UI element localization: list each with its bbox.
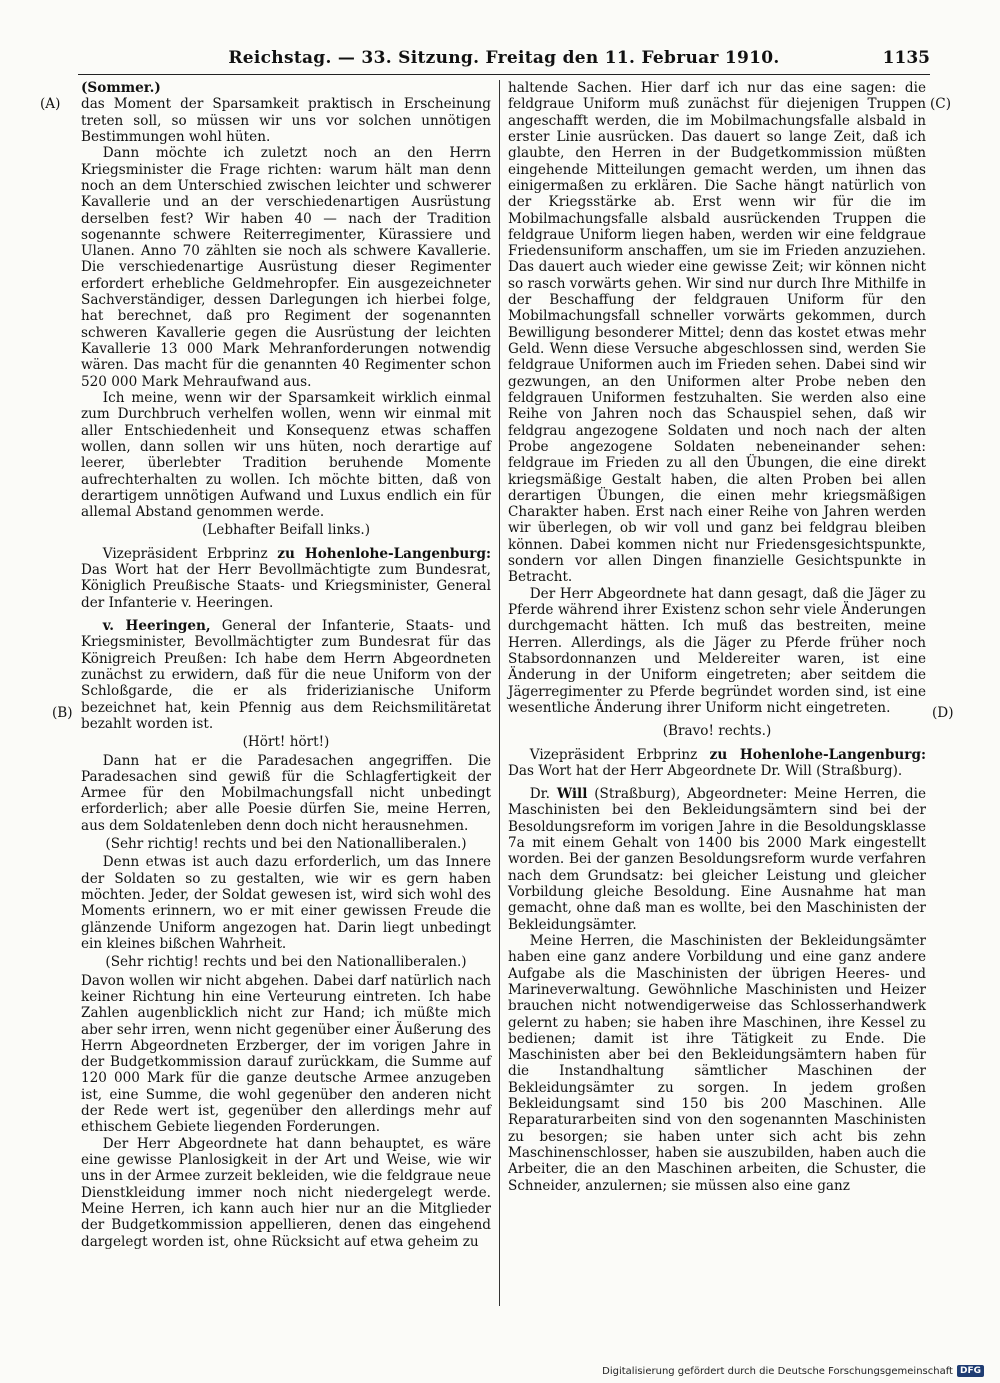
footer-text: Digitalisierung gefördert durch die Deutsche Forschungsgemeinschaft <box>602 1365 953 1377</box>
reaction: (Sehr richtig! rechts und bei den Nationalliberalen.) <box>105 954 467 971</box>
speaker-tag: (Sommer.) <box>81 80 161 96</box>
reaction: (Hört! hört!) <box>242 734 330 751</box>
reaction: (Sehr richtig! rechts und bei den Nationalliberalen.) <box>105 836 467 853</box>
column-divider <box>499 80 500 1306</box>
paragraph: Denn etwas ist auch dazu erforderlich, um das Innere der Soldaten so zu gestalten, wie wir es gern haben möchten. Jeder, der Soldat gewesen ist, wird sich wohl des Moments erinnern, wo er mit einer gewissen Freude die glänzende Uniform angezogen hat. Darin liegt unbedingt ein kleines bißchen Wahrheit. <box>81 854 491 952</box>
left-column <box>81 80 491 1250</box>
right-column <box>508 80 926 1194</box>
page-header <box>78 48 930 72</box>
vice-president-statement <box>508 747 926 780</box>
paragraph: das Moment der Sparsamkeit praktisch in Erscheinung treten soll, so müssen wir uns vor solchen unnötigen Bestimmungen wohl hüten. <box>81 96 491 145</box>
margin-marker-d: (D) <box>932 705 954 721</box>
running-title: Reichstag. — 33. Sitzung. Freitag den 11. Februar 1910. <box>228 48 780 68</box>
speaker-name: Will <box>556 786 588 803</box>
speaker-title: Vizepräsident Erbprinz <box>102 545 278 562</box>
speaker-name: v. Heeringen, <box>102 618 211 634</box>
statement-text: Das Wort hat der Herr Bevollmächtigte zum Bundesrat, Königlich Preußische Staats- und Kriegsminister, General der Infanterie v. Heeringen. <box>81 562 491 611</box>
speech-start <box>508 786 926 933</box>
speaker-title: Dr. <box>529 786 557 803</box>
paragraph: Davon wollen wir nicht abgehen. Dabei darf natürlich nach keiner Richtung hin eine Verteurung eintreten. Ich habe Zahlen augenblicklich nicht zur Hand; ich müßte mich aber sehr irren, wenn nicht gegenüber einer Äußerung des Herrn Abgeordneten Erzberger, der im vorigen Jahre in der Budgetkommission darauf zurückkam, die Summe auf 120 000 Mark für die ganze deutsche Armee anzugeben ist, eine Summe, die wohl gegenüber den anderen nicht der Rede wert ist, gegenüber den allerdings mehr auf ethischem Gebiete liegenden Forderungen. <box>81 972 491 1136</box>
margin-marker-b: (B) <box>52 705 73 721</box>
margin-marker-a: (A) <box>40 96 61 112</box>
paragraph: Der Herr Abgeordnete hat dann behauptet, es wäre eine gewisse Planlosigkeit in der Art und Weise, wie wir uns in der Armee zurzeit bekleiden, wie die feldgraue neue Dienstkleidung immer noch nicht niedergelegt werde. Meine Herren, ich kann auch hier nur an die Mitglieder der Budgetkommission appellieren, denen das eingehend dargelegt worden ist, ohne Rücksicht auf etwa geheim zu <box>81 1135 491 1250</box>
reaction: (Bravo! rechts.) <box>662 723 772 740</box>
page-number: 1135 <box>882 48 930 68</box>
paragraph: Der Herr Abgeordnete hat dann gesagt, daß die Jäger zu Pferde während ihrer Existenz schon sehr viele Änderungen durchgemacht hätten. Ich muß das bestreiten, meine Herren. Allerdings, als die Jäger zu Pferde früher noch Stabsordonnanzen und Meldereiter waren, ist eine Änderung in der Uniform eingetreten; aber seitdem die Jägerregimenter zu Pferde begründet worden sind, ist eine wesentliche Änderung ihrer Uniform nicht eingetreten. <box>508 585 926 716</box>
reaction: (Lebhafter Beifall links.) <box>201 522 371 539</box>
statement-text: (Straßburg), Abgeordneter: Meine Herren, die Maschinisten bei den Bekleidungsämtern sind bei der Besoldungsreform im vorigen Jahre in die Besoldungsklasse 7a mit einem Gehalt von 1400 bis 2000 Mark eingestellt worden. Bei der ganzen Besoldungsreform wurde verfahren nach dem Grundsatz: bei gleicher Leistung und gleicher Vorbildung gleiche Besoldung. Eine Ausnahme hat man gemacht, ohne daß man es wollte, bei den Maschinisten der Bekleidungsämter. <box>508 786 927 933</box>
paragraph: haltende Sachen. Hier darf ich nur das eine sagen: die feldgraue Uniform muß zunächst für diejenigen Truppen angeschafft werden, die im Mobilmachungsfalle alsbald in erster Linie ausrücken. Das dauert so lange Zeit, daß ich glaubte, den Herren in der Budgetkommission müßten eingehende Mitteilungen gemacht werden, um ihnen das einigermaßen zu erklären. Die Sache hängt natürlich von der Kriegsstärke ab. Erst wenn wir für die im Mobilmachungsfalle alsbald ausrückenden Truppen die feldgraue Uniform liegen haben, werden wir eine feldgraue Friedensuniform anschaffen, um sie im Frieden anzuziehen. Das dauert auch wieder eine gewisse Zeit; wir können nicht so rasch vorwärts gehen. Wir sind nur durch Ihre Mithilfe in der Beschaffung der feldgrauen Uniform für den Mobilmachungsfall schneller vorwärts gekommen, durch Bewilligung besonderer Mittel; denn das kostet etwas mehr Geld. Wenn diese Versuche abgeschlossen sind, werden Sie feldgraue Uniformen auch im Frieden sehen. Dabei sind wir gezwungen, an den Uniformen alter Probe neben den feldgrauen Uniformen festzuhalten. Sie werden also eine Reihe von Jahren noch das Schauspiel sehen, daß wir feldgrau angezogene Soldaten und noch nach der alten Probe angezogene Soldaten nebeneinander sehen: feldgraue im Frieden zu all den Übungen, die eine direkt kriegsmäßige Gestalt haben, die alten Proben bei allen derartigen Übungen, die einen mehr kriegsmäßigen Charakter haben. Erst nach einer Reihe von Jahren werden wir überlegen, ob wir voll und ganz bei feldgrau bleiben können. Dabei kommen nicht nur Friedensgesichtspunkte, sondern vor allen Dingen finanzielle Gesichtspunkte in Betracht. <box>508 80 926 586</box>
speaker-title: Vizepräsident Erbprinz <box>529 746 710 763</box>
dfg-logo-icon: DFG <box>957 1365 984 1377</box>
header-rule <box>78 74 930 75</box>
speech-start <box>81 618 491 732</box>
margin-marker-c: (C) <box>930 96 952 112</box>
paragraph: Dann möchte ich zuletzt noch an den Herrn Kriegsminister die Frage richten: warum hält man denn noch an dem Unterschied zwischen leichter und schwerer Kavallerie und an der verschiedenartigen Ausrüstung derselben fest? Wir haben 40 — nach der Tradition sogenannte schwere Reiterregimenter, Kürassiere und Ulanen. Anno 70 zählten sie noch als schwere Kavallerie. Die verschiedenartige Ausrüstung dieser Regimenter erfordert erhebliche Geldmehropfer. Ein ausgezeichneter Sachverständiger, dessen Darlegungen ich hierbei folge, hat berechnet, daß pro Regiment der sogenannten schweren Kavallerie gegen die Ausrüstung der leichten Kavallerie 13 000 Mark Mehranforderungen notwendig wären. Das macht für die genannten 40 Regimenter schon 520 000 Mark Mehraufwand aus. <box>81 145 491 390</box>
statement-text: General der Infanterie, Staats- und Kriegsminister, Bevollmächtigter zum Bundesrat für das Königreich Preußen: Ich habe dem Herrn Abgeordneten zunächst zu erwidern, daß für die neue Uniform von der Schloßgarde, die er als friderizianische Uniform bezeichnet hat, kein Pfennig aus dem Reichsmilitäretat bezahlt worden ist. <box>81 618 492 732</box>
vice-president-statement <box>81 546 491 611</box>
paragraph: Meine Herren, die Maschinisten der Bekleidungsämter haben eine ganz andere Vorbildung und eine ganz andere Aufgabe als die Maschinisten der übrigen Heeres- und Marineverwaltung. Gewöhnliche Maschinisten und Heizer brauchen nicht notwendigerweise das Schlosserhandwerk gelernt zu haben; sie haben ihre Maschinen, ihre Kessel zu bedienen; damit ist ihre Tätigkeit zu Ende. Die Maschinisten aber bei den Bekleidungsämtern haben für die Instandhaltung sämtlicher Maschinen der Bekleidungsämter zu sorgen. In jedem großen Bekleidungsamt sind 150 bis 200 Maschinen. Alle Reparaturarbeiten sind von den sogenannten Maschinisten zu besorgen; sie haben unter sich acht bis zehn Maschinenschlosser, haben sie auszubilden, haben auch die Arbeiter, die an den Maschinen arbeiten, die Schuster, die Schneider, anzulernen; sie müssen also eine ganz <box>508 932 926 1194</box>
statement-text: Das Wort hat der Herr Abgeordnete Dr. Will (Straßburg). <box>508 762 903 779</box>
digitization-footer <box>602 1365 984 1377</box>
speaker-name: zu Hohenlohe-Langenburg: <box>709 746 926 763</box>
paragraph: Ich meine, wenn wir der Sparsamkeit wirklich einmal zum Durchbruch verhelfen wollen, wenn wir einmal mit aller Entschiedenheit und Konsequenz etwas schaffen wollen, dann sollen wir uns hüten, noch derartige auf leerer, überlebter Tradition beruhende Momente aufrechterhalten zu wollen. Ich möchte bitten, daß von derartigem unnötigen Aufwand und Luxus endlich ein für allemal Abstand genommen werde. <box>81 389 491 521</box>
speaker-name: zu Hohenlohe-Langenburg: <box>277 545 491 562</box>
paragraph: Dann hat er die Paradesachen angegriffen. Die Paradesachen sind gewiß für die Schlagfertigkeit der Armee für den Mobilmachungsfall nicht unbedingt erforderlich; aber alle Poesie dürfen Sie, meine Herren, aus dem Soldatenleben denn doch nicht herausnehmen. <box>81 752 491 834</box>
